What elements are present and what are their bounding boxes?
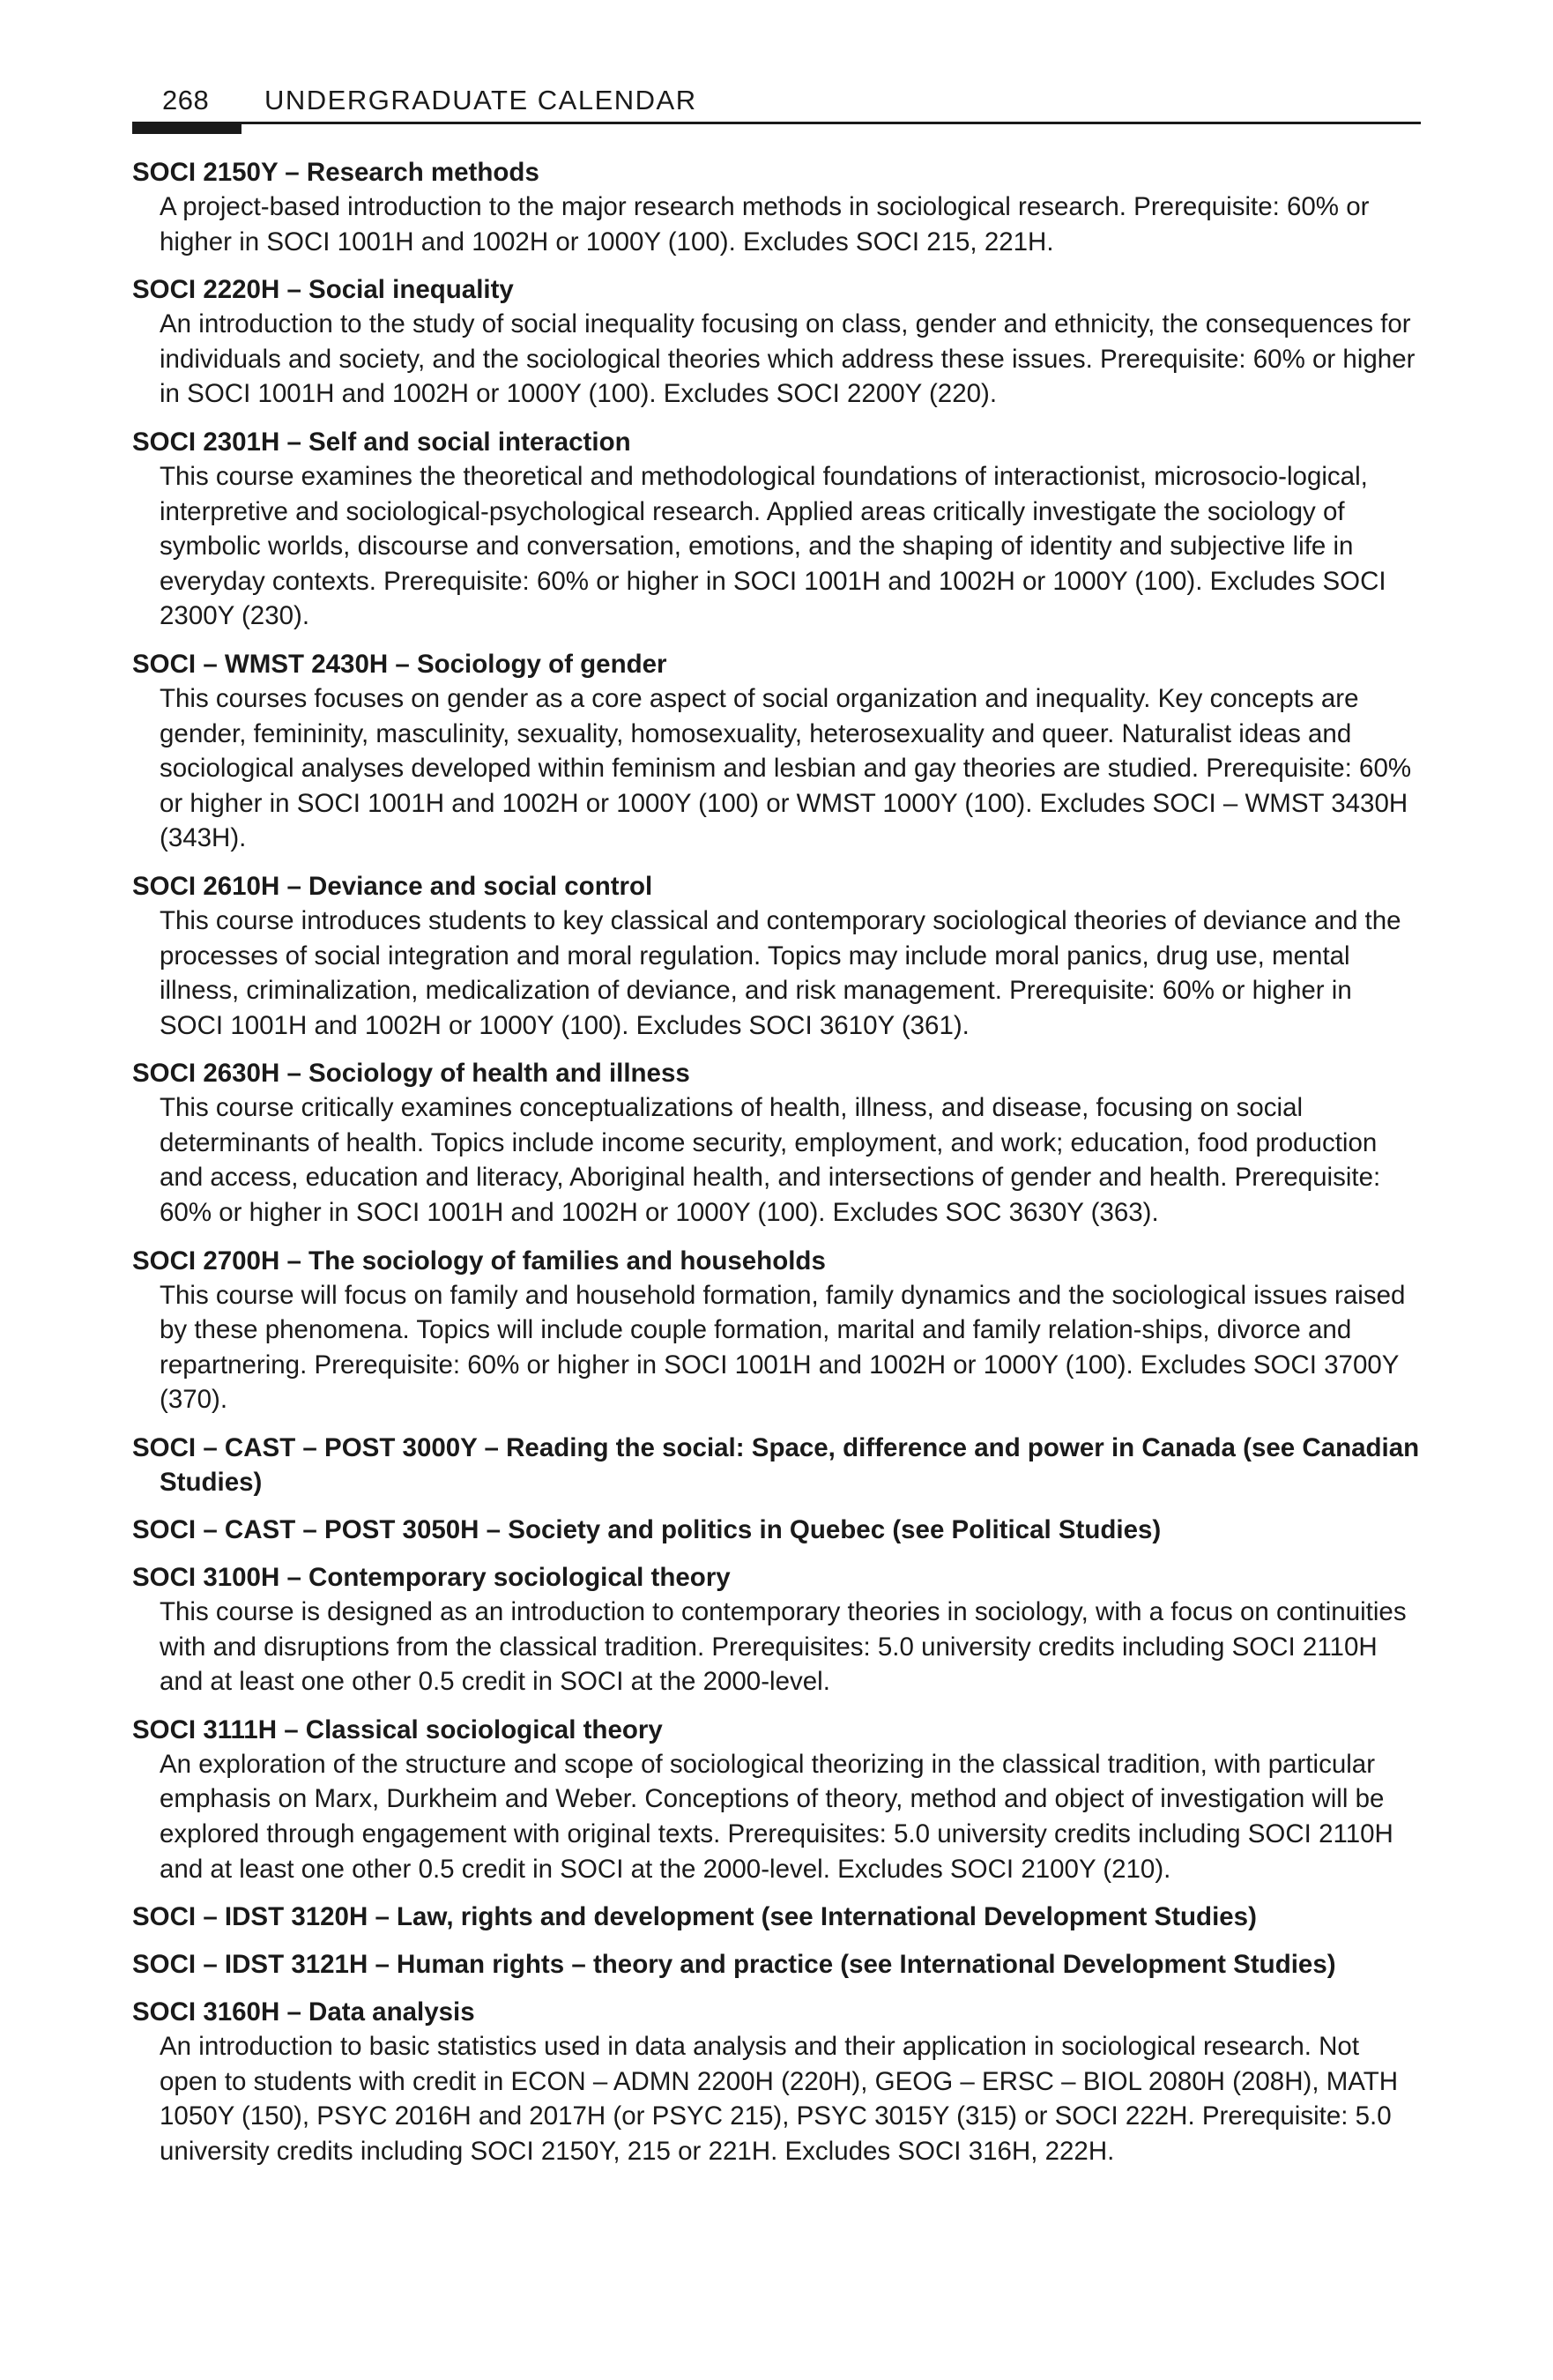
course-description: A project-based introduction to the major research methods in sociological research. Prerequisite: 60% or higher in SOCI 1001H and 1002H or 1000Y (100). Excludes SOCI 215, 221H. bbox=[160, 192, 1370, 257]
course-entry-soci-2220h bbox=[132, 272, 1421, 412]
course-title: SOCI 3111H – Classical sociological theory bbox=[132, 1714, 663, 1744]
course-title: SOCI – CAST – POST 3000Y – Reading the social: Space, difference and power in Canada (see Canadian Studies) bbox=[132, 1433, 1420, 1498]
course-entry-soci-idst-3120h bbox=[132, 1900, 1421, 1934]
course-title: SOCI – WMST 2430H – Sociology of gender bbox=[132, 649, 667, 679]
course-entry-soci-2700h bbox=[132, 1244, 1421, 1417]
course-title: SOCI 3160H – Data analysis bbox=[132, 1997, 475, 2027]
course-title: SOCI – IDST 3120H – Law, rights and development (see International Development Studies) bbox=[132, 1902, 1257, 1932]
page-number: 268 bbox=[162, 85, 210, 115]
course-title: SOCI – IDST 3121H – Human rights – theory and practice (see International Development Studies) bbox=[132, 1950, 1336, 1980]
course-title: SOCI 2610H – Deviance and social control bbox=[132, 871, 653, 901]
running-title: UNDERGRADUATE CALENDAR bbox=[264, 85, 697, 115]
course-entry-soci-cast-post-3050h bbox=[132, 1513, 1421, 1547]
page-header bbox=[132, 81, 1421, 136]
course-title: SOCI 2630H – Sociology of health and illness bbox=[132, 1059, 690, 1089]
course-entry-soci-2150y bbox=[132, 155, 1421, 259]
course-title: SOCI 3100H – Contemporary sociological theory bbox=[132, 1563, 731, 1593]
course-entry-soci-2630h bbox=[132, 1056, 1421, 1230]
course-entry-soci-wmst-2430h bbox=[132, 647, 1421, 856]
header-tab-bar bbox=[132, 122, 241, 134]
header-rule bbox=[132, 122, 1421, 124]
course-entry-soci-3160h bbox=[132, 1995, 1421, 2168]
course-description: This course is designed as an introduction to contemporary theories in sociology, with a focus on continuities with and disruptions from the classical tradition. Prerequisites: 5.0 university credits including SOCI 2110H and at least one other 0.5 credit in SOCI at the 2000-level. bbox=[160, 1597, 1407, 1697]
course-entry-soci-2301h bbox=[132, 425, 1421, 634]
course-description: An exploration of the structure and scope of sociological theorizing in the classical tradition, with particular emphasis on Marx, Durkheim and Weber. Conceptions of theory, method and object of investigation will be explored through engagement with original texts. Prerequisites: 5.0 university credits including SOCI 2110H and at least one other 0.5 credit in SOCI at the 2000-level. Excludes SOCI 2100Y (210). bbox=[160, 1749, 1393, 1884]
course-entry-soci-2610h bbox=[132, 869, 1421, 1043]
course-title: SOCI – CAST – POST 3050H – Society and politics in Quebec (see Political Studies) bbox=[132, 1515, 1162, 1545]
course-description: This course critically examines conceptualizations of health, illness, and disease, focusing on social determinants of health. Topics include income security, employment, and work; education, food production and access, education and literacy, Aboriginal health, and intersections of gender and health. Prerequisite: 60% or higher in SOCI 1001H and 1002H or 1000Y (100). Excludes SOC 3630Y (363). bbox=[160, 1093, 1381, 1228]
course-list bbox=[132, 155, 1421, 2183]
course-title: SOCI 2150Y – Research methods bbox=[132, 158, 539, 187]
course-description: This course will focus on family and household formation, family dynamics and the sociological issues raised by these phenomena. Topics will include couple formation, marital and family relation-ships, divorce and repartnering. Prerequisite: 60% or higher in SOCI 1001H and 1002H or 1000Y (100). Excludes SOCI 3700Y (370). bbox=[160, 1280, 1406, 1415]
course-title: SOCI 2220H – Social inequality bbox=[132, 275, 514, 305]
course-entry-soci-idst-3121h bbox=[132, 1947, 1421, 1982]
course-title: SOCI 2700H – The sociology of families and households bbox=[132, 1246, 826, 1276]
course-description: This course introduces students to key classical and contemporary sociological theories of deviance and the processes of social integration and moral regulation. Topics may include moral panics, drug use, mental illness, criminalization, medicalization of deviance, and risk management. Prerequisite: 60% or higher in SOCI 1001H and 1002H or 1000Y (100). Excludes SOCI 3610Y (361). bbox=[160, 905, 1401, 1040]
course-entry-soci-3111h bbox=[132, 1713, 1421, 1886]
course-title: SOCI 2301H – Self and social interaction bbox=[132, 427, 631, 457]
course-entry-soci-cast-post-3000y bbox=[132, 1431, 1421, 1499]
course-description: An introduction to the study of social inequality focusing on class, gender and ethnicity, the consequences for individuals and society, and the sociological theories which address these issues. Prerequisite: 60% or higher in SOCI 1001H and 1002H or 1000Y (100). Excludes SOCI 2200Y (220). bbox=[160, 309, 1416, 409]
course-entry-soci-3100h bbox=[132, 1560, 1421, 1699]
course-description: This courses focuses on gender as a core aspect of social organization and inequality. Key concepts are gender, femininity, masculinity, sexuality, homosexuality, heterosexuality and queer. Naturalist ideas and sociological analyses developed within feminism and lesbian and gay theories are studied. Prerequisite: 60% or higher in SOCI 1001H and 1002H or 1000Y (100) or WMST 1000Y (100). Excludes SOCI – WMST 3430H (343H). bbox=[160, 683, 1412, 853]
course-description: This course examines the theoretical and methodological foundations of interactionist, microsocio-logical, interpretive and sociological-psychological research. Applied areas critically investigate the sociology of symbolic worlds, discourse and conversation, emotions, and the shaping of identity and subjective life in everyday contexts. Prerequisite: 60% or higher in SOCI 1001H and 1002H or 1000Y (100). Excludes SOCI 2300Y (230). bbox=[160, 461, 1386, 631]
course-description: An introduction to basic statistics used in data analysis and their application in sociological research. Not open to students with credit in ECON – ADMN 2200H (220H), GEOG – ERSC – BIOL 2080H (208H), MATH 1050Y (150), PSYC 2016H and 2017H (or PSYC 215), PSYC 3015Y (315) or SOCI 222H. Prerequisite: 5.0 university credits including SOCI 2150Y, 215 or 221H. Excludes SOCI 316H, 222H. bbox=[160, 2032, 1399, 2166]
